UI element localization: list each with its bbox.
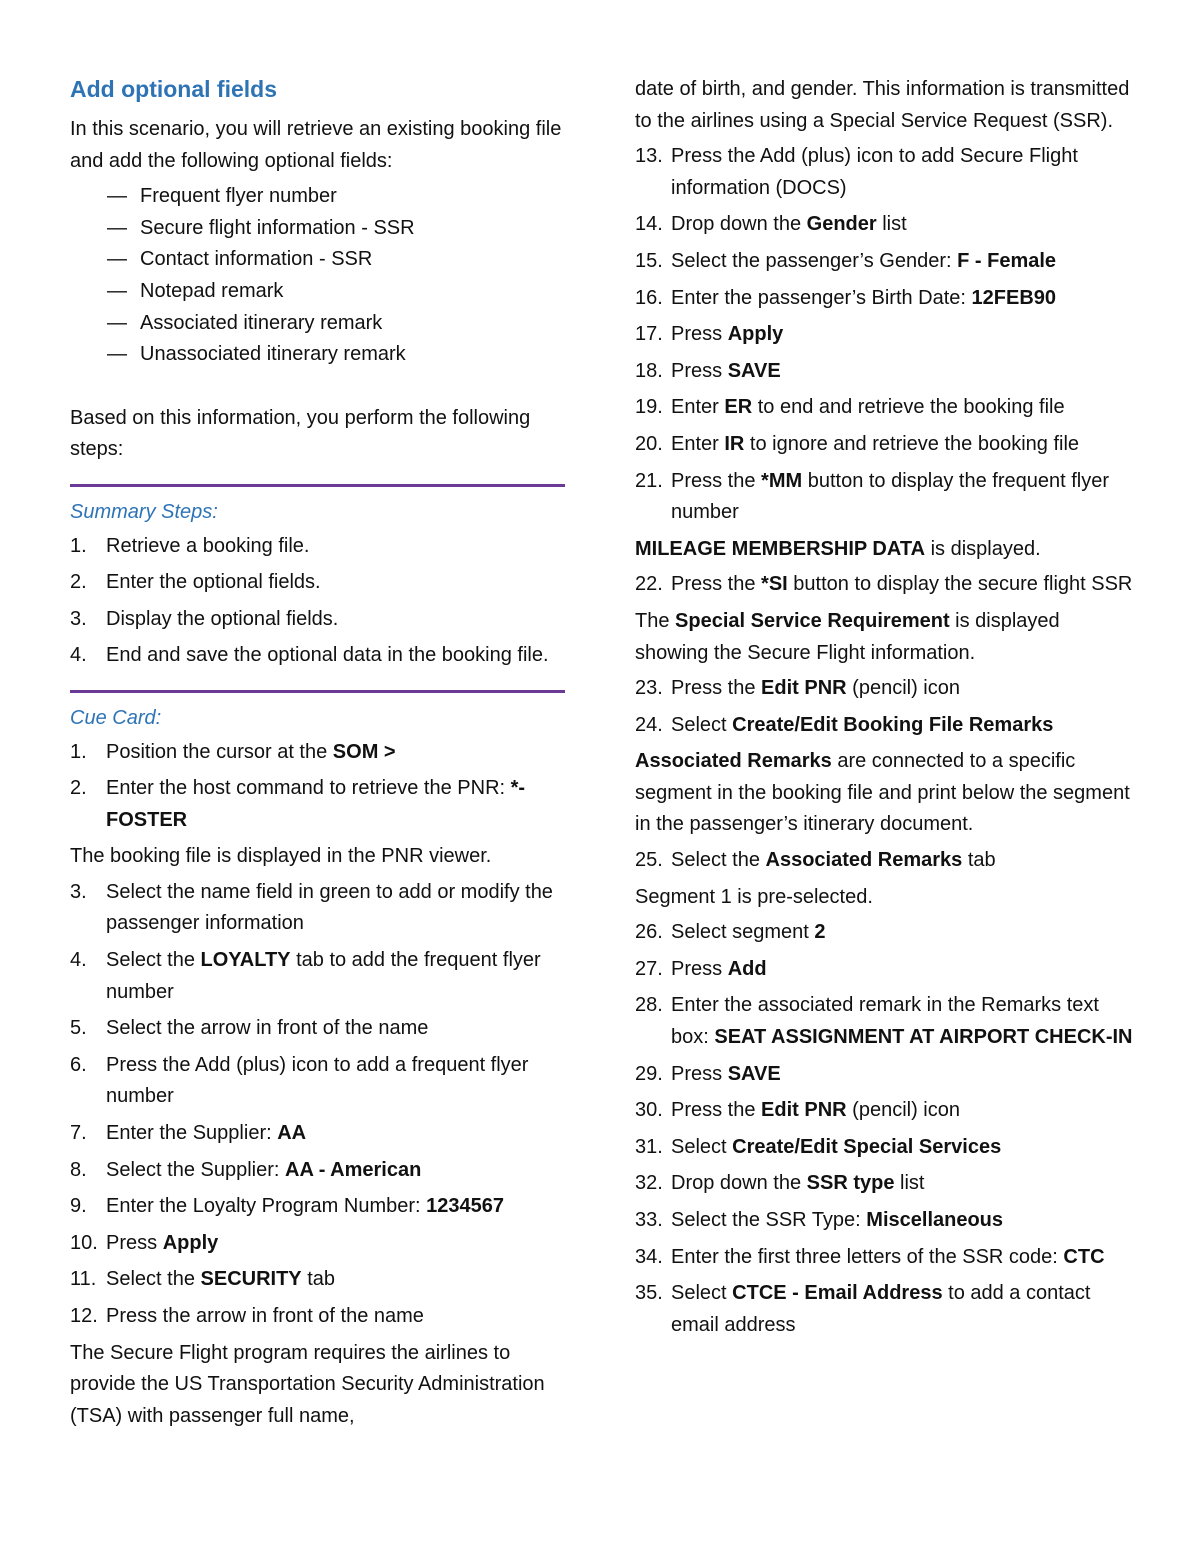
left-column <box>70 74 565 1436</box>
summary-steps-heading: Summary Steps: <box>70 500 218 523</box>
list-item: 4. End and save the optional data in the booking file. <box>70 644 549 667</box>
cue-step: 32. Drop down the SSR type list <box>635 1172 925 1195</box>
cue-step: 9. Enter the Loyalty Program Number: 1234567 <box>70 1195 505 1218</box>
cue-step: 24. Select Create/Edit Booking File Remarks <box>635 713 1054 736</box>
cue-step: 21. Press the *MM button to display the frequent flyer number <box>635 469 1110 524</box>
cue-step: 26. Select segment 2 <box>635 921 826 944</box>
cue-step: 22. Press the *SI button to display the secure flight SSR <box>635 573 1133 596</box>
cue-step: 28. Enter the associated remark in the Remarks text box: SEAT ASSIGNMENT AT AIRPORT CHECK-IN <box>635 994 1133 1049</box>
instruction-note: Associated Remarks are connected to a specific segment in the booking file and print below the segment in the passenger’s itinerary document. <box>635 750 1130 836</box>
instruction-note: MILEAGE MEMBERSHIP DATA is displayed. <box>635 537 1041 560</box>
list-item: — Contact information - SSR <box>107 244 565 276</box>
summary-steps-list <box>70 531 565 672</box>
instruction-note: The Special Service Requirement is displayed showing the Secure Flight information. <box>635 609 1060 664</box>
cue-step: 4. Select the LOYALTY tab to add the frequent flyer number <box>70 949 541 1003</box>
cue-step: 7. Enter the Supplier: AA <box>70 1122 307 1145</box>
cue-step: 33. Select the SSR Type: Miscellaneous <box>635 1209 1004 1231</box>
intro-paragraph: In this scenario, you will retrieve an existing booking file and add the following optional fields: <box>70 118 562 172</box>
cue-step: 5. Select the arrow in front of the name <box>70 1017 429 1040</box>
cue-step: 34. Enter the first three letters of the SSR code: CTC <box>635 1245 1105 1268</box>
list-item: — Unassociated itinerary remark <box>107 339 565 371</box>
page-title: Add optional fields <box>70 76 277 102</box>
section-divider <box>70 690 565 693</box>
cue-card-heading: Cue Card: <box>70 706 162 729</box>
list-item: — Frequent flyer number <box>107 181 565 213</box>
cue-step: 35. Select CTCE - Email Address to add a contact email address <box>635 1282 1091 1336</box>
cue-step: 15. Select the passenger’s Gender: F - Female <box>635 249 1057 272</box>
cue-card-steps-right <box>635 74 1135 1341</box>
list-item: — Secure flight information - SSR <box>107 213 565 245</box>
cue-step: 14. Drop down the Gender list <box>635 213 907 236</box>
list-item: 3. Display the optional fields. <box>70 607 339 630</box>
instruction-note-continued: date of birth, and gender. This information is transmitted to the airlines using a Special Service Request (SSR). <box>635 78 1130 132</box>
cue-step: 19. Enter ER to end and retrieve the booking file <box>635 396 1065 419</box>
cue-card-steps-left <box>70 737 565 1433</box>
cue-step: 23. Press the Edit PNR (pencil) icon <box>635 677 960 700</box>
list-item: 2. Enter the optional fields. <box>70 571 321 594</box>
based-on-paragraph: Based on this information, you perform the following steps: <box>70 406 531 461</box>
cue-step: 17. Press Apply <box>635 323 784 346</box>
instruction-note: Segment 1 is pre-selected. <box>635 885 873 908</box>
cue-step: 29. Press SAVE <box>635 1062 781 1085</box>
list-item: — Notepad remark <box>107 276 565 308</box>
cue-step: 13. Press the Add (plus) icon to add Secure Flight information (DOCS) <box>635 145 1078 199</box>
cue-step: 1. Position the cursor at the SOM > <box>70 740 396 763</box>
cue-step: 20. Enter IR to ignore and retrieve the booking file <box>635 432 1080 455</box>
instruction-note: The booking file is displayed in the PNR viewer. <box>70 845 492 868</box>
cue-step: 25. Select the Associated Remarks tab <box>635 849 996 872</box>
list-item: — Associated itinerary remark <box>107 308 565 340</box>
cue-step: 11. Select the SECURITY tab <box>70 1268 335 1291</box>
cue-step: 27. Press Add <box>635 957 767 980</box>
list-item: 1. Retrieve a booking file. <box>70 534 310 557</box>
optional-fields-list <box>70 181 565 371</box>
instruction-note: The Secure Flight program requires the airlines to provide the US Transportation Security Administration (TSA) with passenger full name, <box>70 1341 545 1427</box>
cue-step: 2. Enter the host command to retrieve the PNR: *-FOSTER <box>70 777 526 831</box>
cue-step: 6. Press the Add (plus) icon to add a frequent flyer number <box>70 1053 529 1108</box>
cue-step: 31. Select Create/Edit Special Services <box>635 1135 1002 1158</box>
section-divider <box>70 484 565 487</box>
right-column <box>635 74 1135 1346</box>
cue-step: 8. Select the Supplier: AA - American <box>70 1158 422 1181</box>
cue-step: 12. Press the arrow in front of the name <box>70 1305 424 1327</box>
cue-step: 30. Press the Edit PNR (pencil) icon <box>635 1099 960 1122</box>
cue-step: 18. Press SAVE <box>635 359 781 382</box>
cue-step: 3. Select the name field in green to add or modify the passenger information <box>70 880 553 935</box>
cue-step: 10. Press Apply <box>70 1231 219 1254</box>
cue-step: 16. Enter the passenger’s Birth Date: 12FEB90 <box>635 286 1057 309</box>
